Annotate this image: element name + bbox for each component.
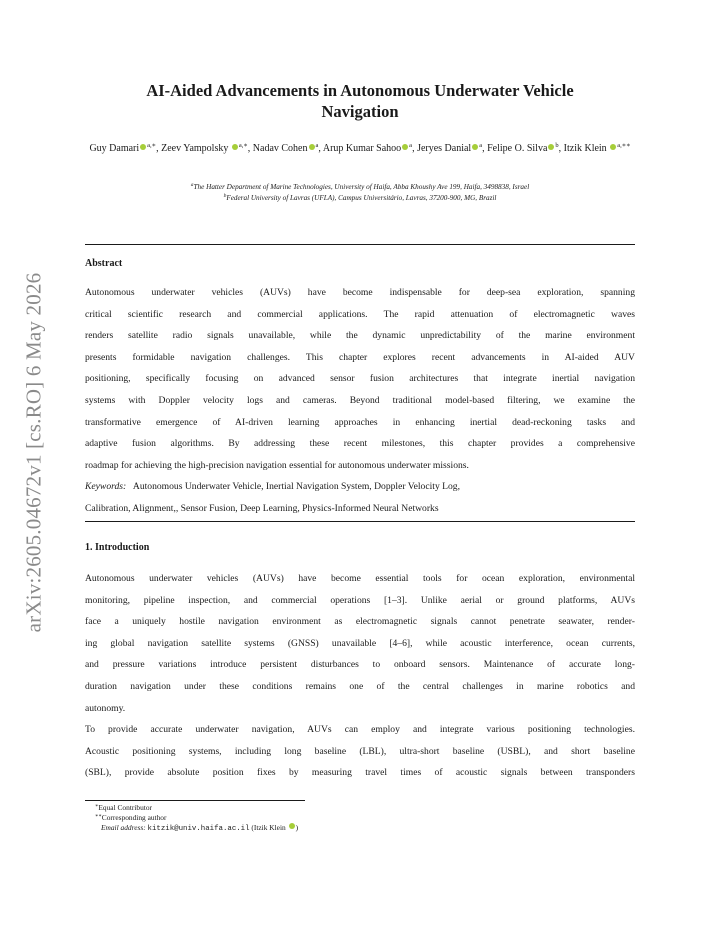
author-sup: a,∗ (238, 142, 248, 149)
abstract-line: critical scientific research and commercial applications. The rapid attenuation of electromagnetic waves (85, 308, 635, 320)
abstract-line: positioning, specifically focusing on advanced sensor fusion architectures that integrate inertial navigation (85, 373, 635, 385)
abstract-heading: Abstract (85, 258, 123, 269)
abstract-line: Autonomous underwater vehicles (AUVs) have become indispensable for deep-sea exploration, spanning (85, 287, 635, 298)
orcid-icon[interactable] (309, 144, 315, 150)
footnote-rule (85, 800, 305, 801)
introduction-paragraph-1 (85, 568, 635, 784)
title-line-2: Navigation (321, 102, 399, 121)
intro-line: duration navigation under these conditions remains one of the central challenges in marine robotics and (85, 680, 635, 692)
footnote-email: Email address: kitzik@univ.haifa.ac.il (Itzik Klein ) (101, 823, 299, 833)
abstract-top-rule (85, 244, 635, 245)
abstract-body (85, 282, 635, 520)
email-owner: (Itzik Klein (251, 823, 286, 832)
abstract-line: adaptive fusion algorithms. By addressing these recent milestones, this chapter provides a comprehensive (85, 438, 635, 450)
orcid-icon[interactable] (610, 144, 616, 150)
affiliations (85, 182, 635, 204)
intro-line: ing global navigation satellite systems (GNSS) unavailable [4–6], while acoustic interference, ocean currents, (85, 637, 635, 649)
keywords-label: Keywords: (85, 481, 127, 493)
intro-line: To provide accurate underwater navigation, AUVs can employ and integrate various positioning technologies. (85, 724, 635, 736)
keywords-text: Autonomous Underwater Vehicle, Inertial Navigation System, Doppler Velocity Log, (132, 481, 460, 493)
intro-line: Acoustic positioning systems, including long baseline (LBL), ultra-short baseline (USBL), and short baseline (85, 745, 635, 757)
author-sup: a (479, 142, 483, 149)
author-sup: a (315, 142, 319, 149)
abstract-line: roadmap for achieving the high-precision navigation essential for autonomous underwater missions. (85, 459, 469, 471)
author-sup: a (409, 142, 413, 149)
footnote-equal-text: Equal Contributor (98, 803, 152, 812)
author-name: Itzik Klein (563, 143, 607, 154)
affiliation-text: Federal University of Lavras (UFLA), Campus Universitário, Lavras, 37200-900, MG, Brazil (226, 194, 497, 202)
arxiv-stamp (14, 262, 54, 642)
paper-title (85, 80, 635, 122)
author-list: Guy Damari $^{a,∗}$, Zeev Yampolsky $^{a,∗}$, Nadav Cohen $^a$, Arup Kumar Sahoo $^a$, Jeryes Danial $^a$, Felipe O. Silva $^b$, Itzik Klein $^{a,∗∗}$ (89, 142, 631, 154)
author-sup: a,∗ (147, 142, 157, 149)
intro-line: autonomy. (85, 702, 126, 714)
abstract-line: renders satellite radio signals unavailable, while the dynamic unpredictability of the marine environment (85, 330, 635, 342)
abstract-bottom-rule (85, 521, 635, 522)
author-sup: a,∗∗ (617, 142, 631, 149)
intro-line: monitoring, pipeline inspection, and commercial operations [1–3]. Unlike aerial or ground platforms, AUVs (85, 594, 635, 606)
footnote-corresponding: ∗∗Corresponding author (95, 813, 167, 822)
affiliation-sup: b (223, 193, 227, 199)
footnote-corresponding-text: Corresponding author (101, 813, 167, 822)
affiliation-sup: a (190, 182, 194, 188)
affiliation-text: The Hatter Department of Marine Technologies, University of Haifa, Abba Khoushy Ave 199, Haifa, 3498838, Israel (193, 183, 530, 191)
author-name: Guy Damari (89, 143, 140, 154)
affiliation-b (85, 193, 635, 204)
email-link[interactable]: kitzik@univ.haifa.ac.il (147, 825, 250, 833)
footnote-equal: ∗Equal Contributor (95, 803, 152, 812)
author-name: Jeryes Danial (417, 143, 472, 154)
abstract-line: transformative emergence of AI-driven learning approaches in enhancing inertial dead-reckoning tasks and (85, 416, 635, 428)
email-label: Email address: (101, 823, 146, 832)
orcid-icon[interactable] (402, 144, 408, 150)
orcid-icon[interactable] (472, 144, 478, 150)
arxiv-stamp-text: arXiv:2605.04672v1 [cs.RO] 6 May 2026 (21, 272, 46, 632)
intro-line: (SBL), provide absolute position fixes by measuring travel times of acoustic signals between transponders (85, 767, 635, 779)
author-name: Nadav Cohen (252, 143, 308, 154)
intro-line: and pressure variations introduce persistent disturbances to onboard sensors. Maintenance of accurate long- (85, 659, 635, 671)
intro-line: face a uniquely hostile navigation environment as electromagnetic signals cannot penetrate seawater, render- (85, 616, 635, 628)
author-sup: b (555, 142, 559, 149)
intro-line: Autonomous underwater vehicles (AUVs) have become essential tools for ocean exploration, environmental (85, 573, 635, 584)
orcid-icon[interactable] (140, 144, 146, 150)
author-name: Arup Kumar Sahoo (322, 143, 402, 154)
introduction-heading: 1. Introduction (85, 542, 150, 553)
orcid-icon[interactable] (232, 144, 238, 150)
keywords-line-2: Calibration, Alignment,, Sensor Fusion, Deep Learning, Physics-Informed Neural Networks (85, 502, 439, 514)
author-name: Felipe O. Silva (487, 143, 548, 154)
orcid-icon[interactable] (548, 144, 554, 150)
orcid-icon[interactable] (289, 823, 295, 829)
keywords-line-1 (85, 476, 635, 498)
author-name: Zeev Yampolsky (161, 143, 229, 154)
footnotes (95, 803, 298, 834)
abstract-line: presents formidable navigation challenges. This chapter explores recent advancements in AI-aided AUV (85, 351, 635, 363)
abstract-line: systems with Doppler velocity logs and cameras. Beyond traditional model-based filtering, we examine the (85, 394, 635, 406)
affiliation-a (85, 182, 635, 193)
title-line-1: AI-Aided Advancements in Autonomous Underwater Vehicle (146, 81, 574, 100)
